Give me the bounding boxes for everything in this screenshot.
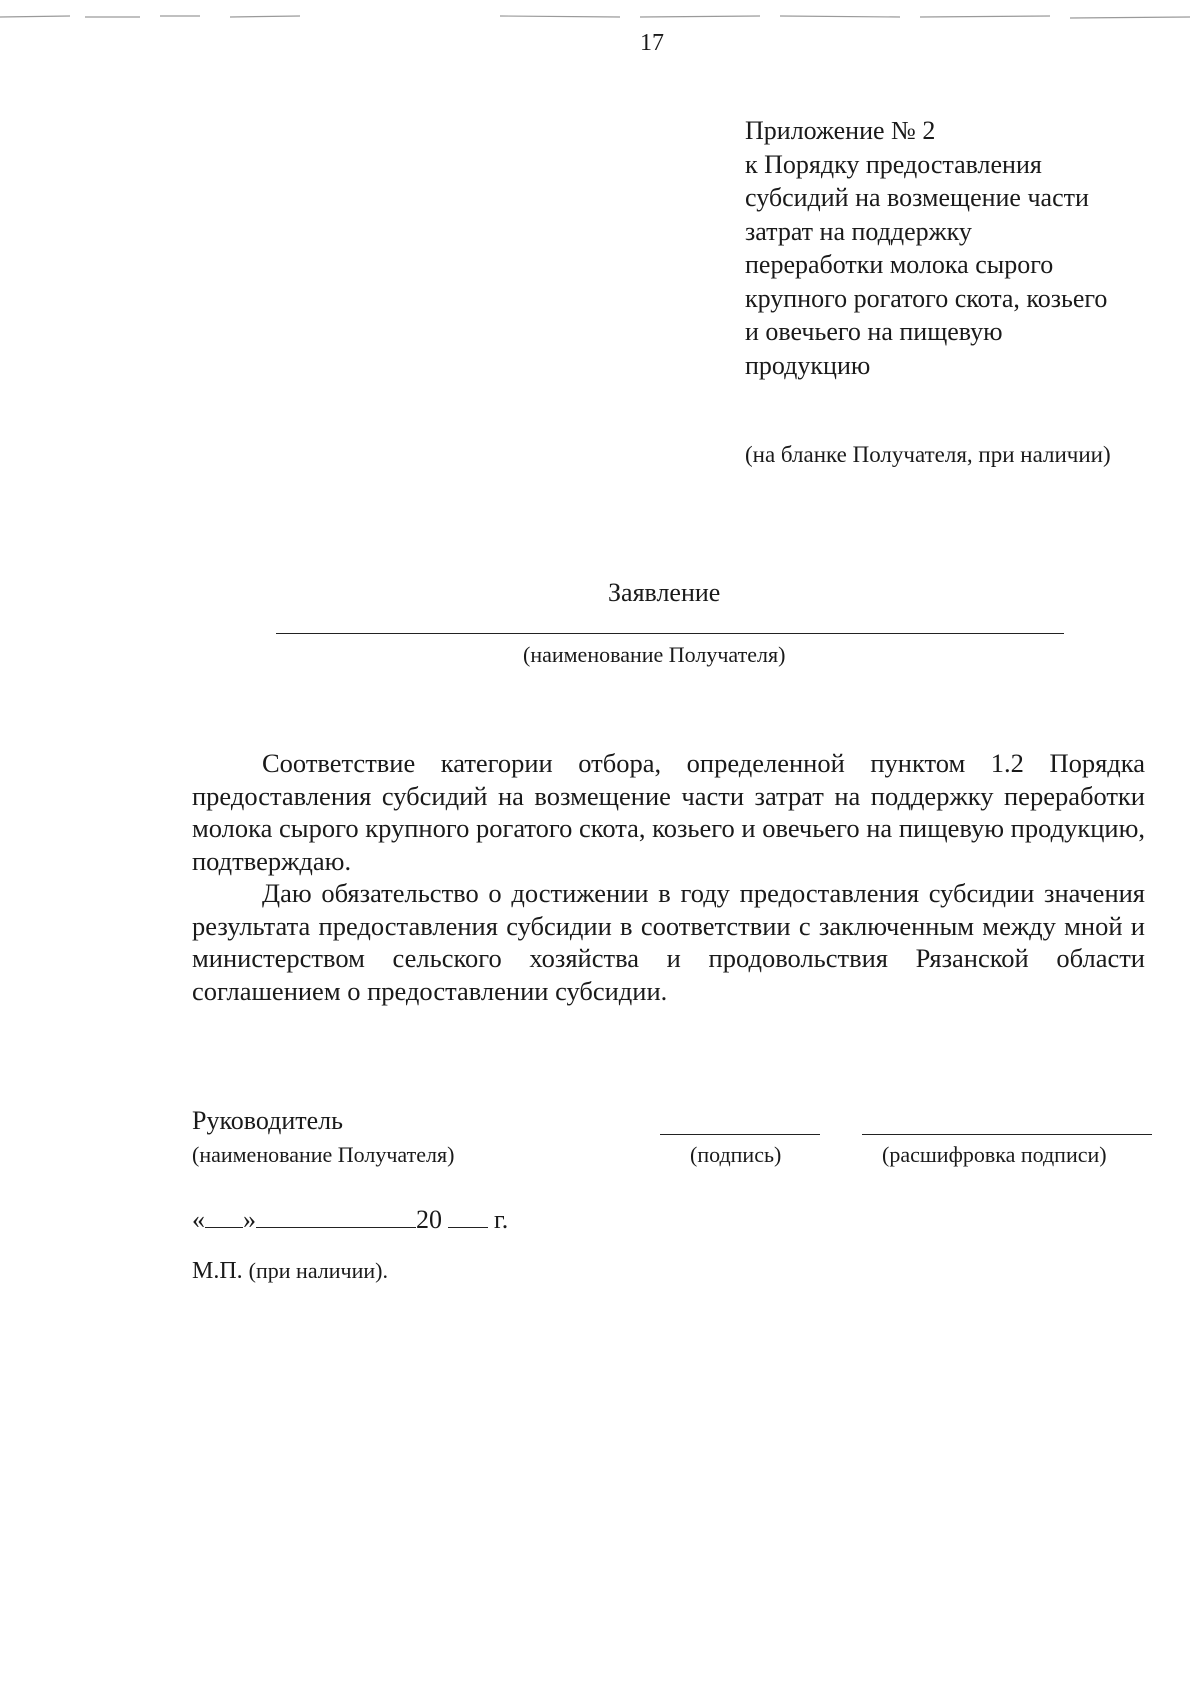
document-title: Заявление (608, 578, 721, 607)
stamp-availability-note: (при наличии). (248, 1258, 388, 1283)
date-year-prefix: 20 (416, 1205, 442, 1234)
appendix-line: переработки молока сырого (745, 250, 1054, 279)
stamp-label: М.П. (192, 1258, 243, 1284)
recipient-name-field[interactable] (276, 633, 1064, 634)
signature-caption: (подпись) (690, 1142, 782, 1167)
letterhead-note: (на бланке Получателя, при наличии) (745, 442, 1111, 467)
appendix-line: к Порядку предоставления (745, 149, 1042, 179)
date-open-quote: « (192, 1205, 205, 1234)
scan-edge-artifact (0, 12, 1200, 26)
date-day-field[interactable] (205, 1203, 243, 1228)
signature-decode-caption: (расшифровка подписи) (882, 1142, 1107, 1167)
appendix-line: затрат на поддержку (745, 216, 972, 246)
date-row (192, 1203, 508, 1239)
appendix-header (745, 114, 1165, 382)
date-year-field[interactable] (448, 1203, 488, 1228)
appendix-line: субсидий на возмещение части (745, 183, 1089, 212)
appendix-line: крупного рогатого скота, козьего (745, 283, 1108, 313)
recipient-caption: (наименование Получателя) (523, 642, 786, 667)
date-month-field[interactable] (256, 1203, 416, 1228)
stamp-note (192, 1258, 388, 1285)
appendix-line: и овечьего на пищевую (745, 317, 1003, 346)
signatory-role: Руководитель (192, 1106, 343, 1135)
appendix-line: Приложение № 2 (745, 116, 936, 145)
signature-block (192, 1106, 1152, 1196)
signature-decode-field[interactable] (862, 1134, 1152, 1135)
appendix-line: продукцию (745, 350, 871, 380)
statement-paragraph: Соответствие категории отбора, определенной пунктом 1.2 Порядка предоставления субсидий на возмещение части затрат на поддержку переработки молока сырого крупного рогатого скота, козьего и овечьего на пищевую продукцию, подтверждаю. (192, 748, 1145, 876)
date-close-quote: » (243, 1205, 256, 1234)
date-year-suffix: г. (494, 1205, 509, 1234)
signatory-org-caption: (наименование Получателя) (192, 1142, 455, 1167)
signature-field[interactable] (660, 1134, 820, 1135)
statement-body (192, 747, 1145, 1007)
statement-paragraph: Даю обязательство о достижении в году предоставления субсидии значения результата предоставления субсидии в соответствии с заключенным между мной и министерством сельского хозяйства и продовольствия Рязанской области соглашением о предоставлении субсидии. (192, 878, 1145, 1006)
page-number: 17 (640, 30, 664, 56)
